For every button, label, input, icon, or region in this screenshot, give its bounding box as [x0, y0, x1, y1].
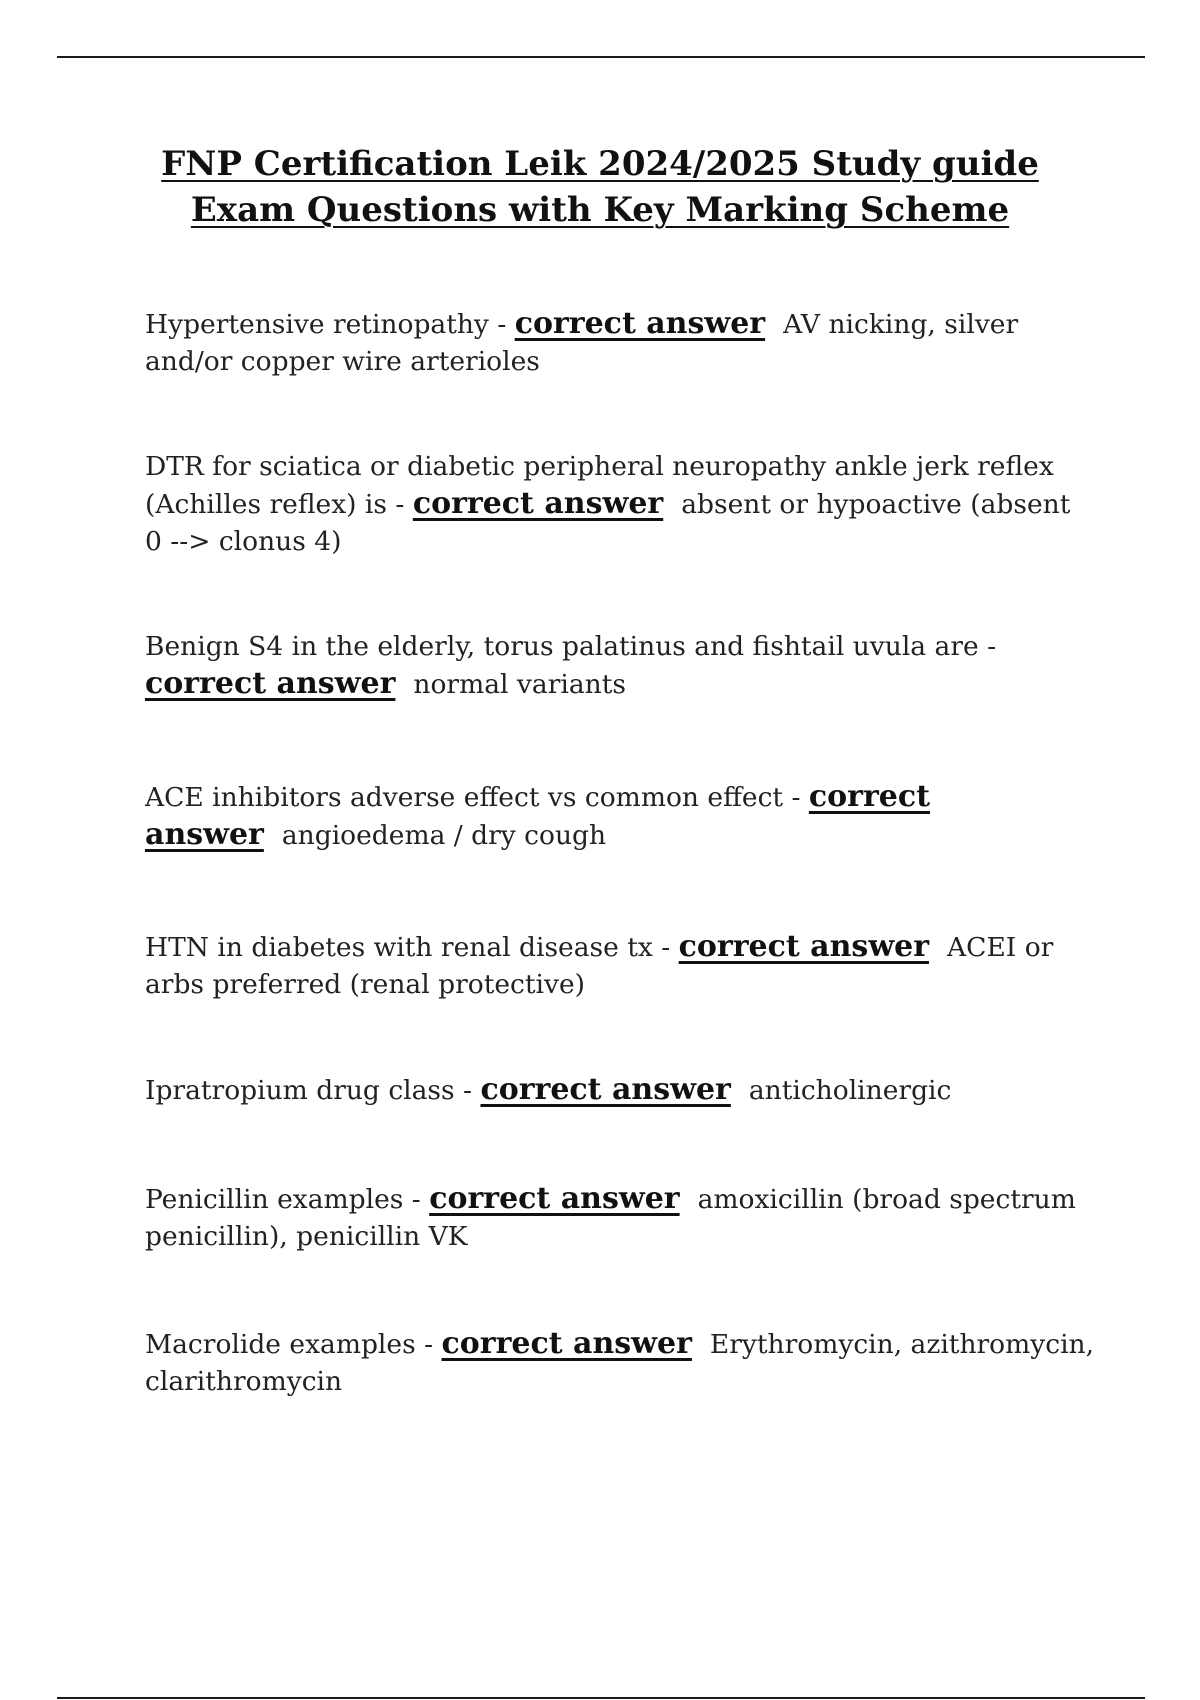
qa-item: [145, 1180, 1095, 1255]
answer-text: absent or hypoactive (absent 0 --> clonus 4): [145, 489, 1071, 557]
qa-item: [145, 628, 1095, 703]
title-line-2: Exam Questions with Key Marking Scheme: [190, 190, 1010, 230]
question-text: HTN in diabetes with renal disease tx -: [145, 932, 679, 963]
qa-item: [145, 305, 1095, 380]
correct-answer-marker: correct answer: [480, 1072, 731, 1107]
top-rule: [57, 56, 1145, 58]
qa-item: [145, 448, 1095, 560]
question-text: ACE inhibitors adverse effect vs common effect -: [145, 782, 809, 813]
bottom-rule: [57, 1697, 1145, 1699]
answer-text: anticholinergic: [748, 1075, 952, 1106]
correct-answer-marker: correct answer: [429, 1181, 680, 1216]
answer-text: AV nicking, silver and/or copper wire arterioles: [145, 309, 1019, 377]
question-text: Macrolide examples -: [145, 1329, 442, 1360]
qa-item: [145, 778, 1095, 854]
correct-answer-marker: correct answer: [514, 306, 766, 341]
qa-item: [145, 928, 1095, 1003]
correct-answer-marker: correct answer: [441, 1326, 692, 1361]
qa-item: [145, 1071, 1095, 1109]
question-text: Ipratropium drug class -: [145, 1075, 481, 1106]
correct-answer-marker: correct answer: [412, 486, 664, 521]
question-text: Benign S4 in the elderly, torus palatinus and fishtail uvula are -: [145, 631, 997, 662]
answer-text: ACEI or arbs preferred (renal protective): [145, 932, 1054, 1000]
question-text: DTR for sciatica or diabetic peripheral neuropathy ankle jerk reflex (Achilles reflex) is -: [145, 451, 1054, 520]
answer-text: amoxicillin (broad spectrum penicillin), penicillin VK: [145, 1184, 1076, 1252]
question-text: Penicillin examples -: [145, 1184, 430, 1215]
correct-answer-marker: correct answer: [678, 929, 930, 964]
correct-answer-marker: correct answer: [145, 666, 396, 701]
question-text: Hypertensive retinopathy -: [145, 309, 515, 340]
title-line-1: FNP Certification Leik 2024/2025 Study guide: [161, 144, 1039, 184]
qa-item: [145, 1325, 1095, 1400]
correct-answer-marker: correct answer: [145, 779, 930, 852]
answer-text: Erythromycin, azithromycin, clarithromycin: [145, 1329, 1095, 1397]
answer-text: angioedema / dry cough: [281, 820, 607, 851]
answer-text: normal variants: [413, 669, 626, 700]
page-title: [100, 141, 1100, 233]
